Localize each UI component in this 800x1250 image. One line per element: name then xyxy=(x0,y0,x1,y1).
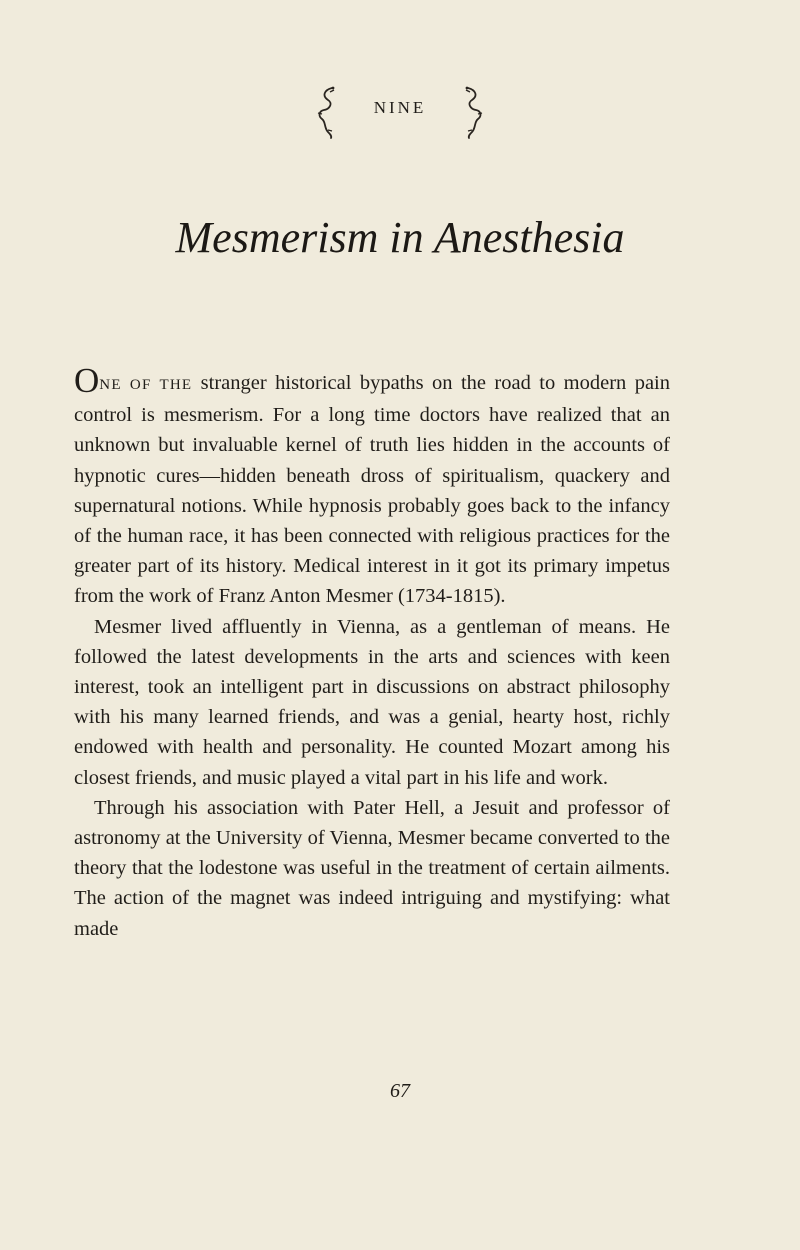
left-flourish-icon xyxy=(316,84,338,140)
right-flourish-icon xyxy=(462,84,484,140)
paragraph-1-text: stranger historical bypaths on the road to modern pain control is mesmerism. For a long time doctors have realized that an unknown but invaluable kernel of truth lies hidden in the accounts of hypnotic cures—hidden beneath dross of spiritualism, quackery and supernatural notions. While hypnosis probably goes back to the infancy of the human race, it has been connected with religious practices for the greater part of its history. Medical interest in it got its primary impetus from the work of Franz Anton Mesmer (1734-1815). xyxy=(74,372,670,608)
drop-cap: O xyxy=(74,361,100,400)
page-number: 67 xyxy=(390,1080,410,1102)
opening-small-caps: NE OF THE xyxy=(99,377,193,393)
chapter-title: Mesmerism in Anesthesia xyxy=(175,213,625,262)
chapter-heading xyxy=(0,82,800,142)
chapter-body xyxy=(74,361,670,944)
paragraph-2: Mesmer lived affluently in Vienna, as a gentleman of means. He followed the latest developments in the arts and sciences with keen interest, took an intelligent part in discussions on abstract philosophy with his many learned friends, and was a genial, hearty host, richly endowed with health and personality. He counted Mozart among his closest friends, and music played a vital part in his life and work. xyxy=(74,615,670,789)
chapter-number: NINE xyxy=(373,98,427,117)
paragraph-1 xyxy=(74,361,670,612)
paragraph-3: Through his association with Pater Hell, a Jesuit and professor of astronomy at the University of Vienna, Mesmer became converted to the theory that the lodestone was useful in the treatment of certain ailments. The action of the magnet was indeed intriguing and mystifying: what made xyxy=(74,796,670,940)
